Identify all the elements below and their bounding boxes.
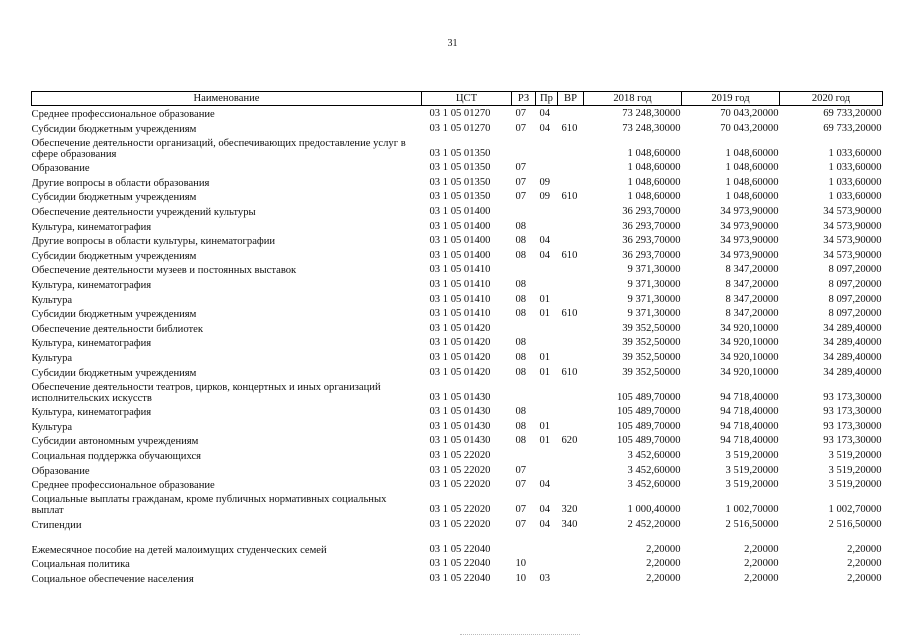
cell-2019: 34 973,90000 xyxy=(720,235,779,247)
cell-2018: 2,20000 xyxy=(646,558,681,570)
cell-pr: 04 xyxy=(539,249,551,261)
table-row xyxy=(32,306,883,321)
cell-vr xyxy=(558,135,584,160)
cell-2018: 2 452,20000 xyxy=(627,518,681,530)
cell-vr xyxy=(558,320,584,335)
cell-cst: 03 1 05 22020 xyxy=(429,504,491,516)
cell-cst: 03 1 05 01400 xyxy=(429,249,491,261)
table-header-row xyxy=(32,92,883,106)
table-row xyxy=(32,364,883,379)
cell-cst: 03 1 05 01420 xyxy=(429,322,491,334)
table-row xyxy=(32,516,883,531)
cell-vr xyxy=(558,218,584,233)
cell-pr xyxy=(536,379,558,404)
cell-2019: 34 920,10000 xyxy=(720,366,779,378)
table-row xyxy=(32,106,883,121)
cell-pr xyxy=(536,335,558,350)
header-cst: ЦСТ xyxy=(422,92,512,106)
cell-rz xyxy=(512,262,536,277)
cell-name: Социальная политика xyxy=(31,559,130,571)
cell-2019: 1 048,60000 xyxy=(725,191,779,203)
cell-pr: 04 xyxy=(539,235,551,247)
cell-2019: 34 920,10000 xyxy=(720,322,779,334)
table-row xyxy=(32,120,883,135)
cell-rz: 08 xyxy=(515,235,527,247)
cell-2020: 8 097,20000 xyxy=(828,308,882,320)
cell-2019: 8 347,20000 xyxy=(725,264,779,276)
table-row xyxy=(32,556,883,571)
cell-name: Культура xyxy=(31,353,73,364)
cell-2018: 73 248,30000 xyxy=(622,122,681,134)
header-rz: РЗ xyxy=(512,92,536,106)
cell-name: Субсидии автономным учреждениям xyxy=(31,436,199,448)
cell-rz: 10 xyxy=(515,558,527,570)
cell-rz: 08 xyxy=(515,366,527,378)
cell-2020: 8 097,20000 xyxy=(828,279,882,291)
cell-2019: 2,20000 xyxy=(744,543,779,555)
cell-2018: 9 371,30000 xyxy=(627,264,681,276)
cell-2019: 3 519,20000 xyxy=(725,449,779,461)
cell-name: Обеспечение деятельности музеев и постоянных выставок xyxy=(31,265,297,277)
cell-pr: 01 xyxy=(539,366,551,378)
cell-cst: 03 1 05 01410 xyxy=(429,293,491,305)
cell-2019: 8 347,20000 xyxy=(725,293,779,305)
cell-2018: 36 293,70000 xyxy=(622,249,681,261)
cell-2020: 1 033,60000 xyxy=(828,147,882,159)
cell-name: Социальные выплаты гражданам, кроме публичных нормативных социальных выплат xyxy=(31,494,387,517)
cell-cst: 03 1 05 22020 xyxy=(429,518,491,530)
cell-pr: 01 xyxy=(539,435,551,447)
cell-vr xyxy=(558,556,584,571)
cell-vr xyxy=(558,418,584,433)
cell-2020: 8 097,20000 xyxy=(828,264,882,276)
cell-2018: 39 352,50000 xyxy=(622,322,681,334)
cell-rz: 07 xyxy=(515,108,527,120)
cell-2020: 34 573,90000 xyxy=(823,220,882,232)
cell-rz: 10 xyxy=(515,572,527,584)
cell-rz: 08 xyxy=(515,406,527,418)
cell-pr: 04 xyxy=(539,108,551,120)
cell-2018: 105 489,70000 xyxy=(616,420,681,432)
cell-vr xyxy=(558,379,584,404)
cell-rz: 08 xyxy=(515,337,527,349)
cell-rz: 07 xyxy=(515,191,527,203)
cell-vr: 610 xyxy=(561,122,578,134)
cell-vr xyxy=(558,335,584,350)
cell-vr: 610 xyxy=(561,308,578,320)
table-row xyxy=(32,404,883,419)
cell-2020: 93 173,30000 xyxy=(823,391,882,403)
table-row xyxy=(32,160,883,175)
cell-name: Культура xyxy=(31,421,73,433)
cell-2018: 3 452,60000 xyxy=(627,479,681,491)
cell-pr: 09 xyxy=(539,191,551,203)
cell-pr xyxy=(536,160,558,175)
header-name: Наименование xyxy=(32,92,422,106)
cell-name: Образование xyxy=(31,163,90,175)
cell-vr xyxy=(558,349,584,364)
cell-2018: 39 352,50000 xyxy=(622,352,681,363)
scan-artifact xyxy=(460,634,580,636)
cell-2018: 3 452,60000 xyxy=(627,449,681,461)
cell-cst: 03 1 05 22020 xyxy=(429,449,491,461)
cell-2019: 2 516,50000 xyxy=(725,518,779,530)
cell-pr: 04 xyxy=(539,504,551,516)
cell-2019: 94 718,40000 xyxy=(720,406,779,418)
cell-2019: 34 973,90000 xyxy=(720,249,779,261)
table-row xyxy=(32,531,883,556)
cell-2019: 3 519,20000 xyxy=(725,464,779,476)
cell-2020: 34 573,90000 xyxy=(823,249,882,261)
cell-cst: 03 1 05 01410 xyxy=(429,264,491,276)
cell-rz xyxy=(512,203,536,218)
cell-pr xyxy=(536,556,558,571)
cell-2020: 93 173,30000 xyxy=(823,420,882,432)
cell-rz xyxy=(512,379,536,404)
cell-cst: 03 1 05 01420 xyxy=(429,337,491,349)
cell-vr xyxy=(558,462,584,477)
cell-2018: 2,20000 xyxy=(646,543,681,555)
cell-cst: 03 1 05 01410 xyxy=(429,308,491,320)
cell-2018: 39 352,50000 xyxy=(622,337,681,349)
cell-rz: 08 xyxy=(515,293,527,305)
cell-2019: 1 002,70000 xyxy=(725,504,779,516)
cell-vr xyxy=(558,106,584,121)
cell-2018: 1 048,60000 xyxy=(627,176,681,188)
cell-vr xyxy=(558,174,584,189)
cell-cst: 03 1 05 22040 xyxy=(429,572,491,584)
cell-name: Другие вопросы в области образования xyxy=(31,177,210,189)
cell-2020: 34 289,40000 xyxy=(823,337,882,349)
table-row xyxy=(32,291,883,306)
cell-cst: 03 1 05 01400 xyxy=(429,220,491,232)
cell-pr: 09 xyxy=(539,176,551,188)
cell-rz: 07 xyxy=(515,479,527,491)
cell-cst: 03 1 05 22040 xyxy=(429,543,491,555)
cell-name: Социальная поддержка обучающихся xyxy=(31,450,202,462)
cell-vr: 610 xyxy=(561,191,578,203)
cell-rz: 08 xyxy=(515,435,527,447)
cell-2018: 1 048,60000 xyxy=(627,162,681,174)
cell-cst: 03 1 05 01430 xyxy=(429,406,491,418)
cell-pr xyxy=(536,404,558,419)
table-row xyxy=(32,320,883,335)
table-row xyxy=(32,262,883,277)
cell-cst: 03 1 05 01350 xyxy=(429,191,491,203)
cell-2018: 3 452,60000 xyxy=(627,464,681,476)
budget-table xyxy=(31,91,883,585)
cell-vr xyxy=(558,477,584,492)
cell-vr xyxy=(558,447,584,462)
cell-rz: 07 xyxy=(515,504,527,516)
cell-rz: 07 xyxy=(515,122,527,134)
cell-2019: 94 718,40000 xyxy=(720,435,779,447)
cell-pr xyxy=(536,447,558,462)
cell-rz: 08 xyxy=(515,220,527,232)
cell-2020: 2,20000 xyxy=(847,572,882,584)
header-2019: 2019 год xyxy=(682,92,780,106)
cell-2020: 1 033,60000 xyxy=(828,191,882,203)
cell-pr: 04 xyxy=(539,479,551,491)
cell-vr: 340 xyxy=(561,518,578,530)
table-row xyxy=(32,379,883,404)
cell-2018: 1 048,60000 xyxy=(627,147,681,159)
cell-2018: 1 048,60000 xyxy=(627,191,681,203)
table-row xyxy=(32,477,883,492)
cell-vr xyxy=(558,531,584,556)
cell-rz: 08 xyxy=(515,308,527,320)
cell-cst: 03 1 05 22020 xyxy=(429,479,491,491)
cell-2020: 3 519,20000 xyxy=(828,449,882,461)
table-row xyxy=(32,349,883,364)
cell-2018: 36 293,70000 xyxy=(622,220,681,232)
cell-cst: 03 1 05 01420 xyxy=(429,366,491,378)
cell-2020: 1 033,60000 xyxy=(828,162,882,174)
cell-2018: 73 248,30000 xyxy=(622,108,681,120)
cell-vr xyxy=(558,233,584,248)
table-row xyxy=(32,203,883,218)
cell-vr xyxy=(558,570,584,585)
table-row xyxy=(32,491,883,516)
cell-vr xyxy=(558,160,584,175)
cell-pr: 04 xyxy=(539,518,551,530)
cell-2019: 34 920,10000 xyxy=(720,337,779,349)
cell-2019: 70 043,20000 xyxy=(720,122,779,134)
table-row xyxy=(32,189,883,204)
cell-2018: 9 371,30000 xyxy=(627,279,681,291)
cell-name: Субсидии бюджетным учреждениям xyxy=(31,192,197,204)
cell-name: Субсидии бюджетным учреждениям xyxy=(31,367,197,379)
cell-2020: 93 173,30000 xyxy=(823,435,882,447)
table-body xyxy=(32,106,883,585)
cell-name: Субсидии бюджетным учреждениям xyxy=(31,309,197,321)
cell-vr: 620 xyxy=(561,435,578,447)
header-pr: Пр xyxy=(536,92,558,106)
table-row xyxy=(32,335,883,350)
cell-name: Культура, кинематография xyxy=(31,338,152,350)
cell-2020: 69 733,20000 xyxy=(823,108,882,120)
cell-cst: 03 1 05 01420 xyxy=(429,352,491,363)
cell-pr xyxy=(536,262,558,277)
cell-2020: 1 002,70000 xyxy=(828,504,882,516)
table-row xyxy=(32,218,883,233)
page-number: 31 xyxy=(447,38,458,49)
cell-2019: 94 718,40000 xyxy=(720,391,779,403)
cell-2020: 1 033,60000 xyxy=(828,176,882,188)
cell-name: Культура, кинематография xyxy=(31,221,152,233)
table-row xyxy=(32,247,883,262)
cell-2018: 105 489,70000 xyxy=(616,435,681,447)
cell-name: Обеспечение деятельности театров, цирков, концертных и иных организаций исполнительских искусств xyxy=(31,381,381,404)
cell-2019: 34 920,10000 xyxy=(720,352,779,363)
cell-vr xyxy=(558,203,584,218)
cell-cst: 03 1 05 01430 xyxy=(429,420,491,432)
cell-name: Субсидии бюджетным учреждениям xyxy=(31,250,197,262)
cell-2020: 2,20000 xyxy=(847,558,882,570)
table-row xyxy=(32,462,883,477)
cell-2020: 8 097,20000 xyxy=(828,293,882,305)
cell-pr xyxy=(536,276,558,291)
cell-pr xyxy=(536,320,558,335)
cell-name: Другие вопросы в области культуры, кинематографии xyxy=(31,236,276,248)
cell-2019: 70 043,20000 xyxy=(720,108,779,120)
cell-cst: 03 1 05 01430 xyxy=(429,435,491,447)
cell-rz xyxy=(512,447,536,462)
cell-pr xyxy=(536,462,558,477)
cell-2020: 2 516,50000 xyxy=(828,518,882,530)
header-2020: 2020 год xyxy=(780,92,883,106)
cell-vr: 320 xyxy=(561,504,578,516)
table-row xyxy=(32,233,883,248)
cell-name: Обеспечение деятельности библиотек xyxy=(31,323,203,335)
header-2018: 2018 год xyxy=(584,92,682,106)
cell-rz: 07 xyxy=(515,464,527,476)
cell-pr: 01 xyxy=(539,352,551,363)
cell-cst: 03 1 05 01400 xyxy=(429,235,491,247)
cell-rz xyxy=(512,320,536,335)
cell-2018: 2,20000 xyxy=(646,572,681,584)
cell-2020: 69 733,20000 xyxy=(823,122,882,134)
cell-2020: 2,20000 xyxy=(847,543,882,555)
cell-2019: 3 519,20000 xyxy=(725,479,779,491)
cell-vr: 610 xyxy=(561,366,578,378)
cell-name: Культура xyxy=(31,294,73,306)
table-row xyxy=(32,276,883,291)
cell-name: Обеспечение деятельности учреждений культуры xyxy=(31,207,256,219)
cell-2018: 1 000,40000 xyxy=(627,504,681,516)
cell-cst: 03 1 05 01400 xyxy=(429,206,491,218)
cell-2019: 1 048,60000 xyxy=(725,176,779,188)
cell-pr: 03 xyxy=(539,572,551,584)
cell-2019: 34 973,90000 xyxy=(720,206,779,218)
cell-cst: 03 1 05 01350 xyxy=(429,162,491,174)
cell-2019: 2,20000 xyxy=(744,572,779,584)
cell-2018: 36 293,70000 xyxy=(622,206,681,218)
cell-cst: 03 1 05 22020 xyxy=(429,464,491,476)
header-vr: ВР xyxy=(558,92,584,106)
cell-rz: 08 xyxy=(515,352,527,363)
cell-2020: 34 289,40000 xyxy=(823,352,882,363)
cell-2018: 105 489,70000 xyxy=(616,391,681,403)
cell-name: Ежемесячное пособие на детей малоимущих студенческих семей xyxy=(31,544,327,556)
table-row xyxy=(32,570,883,585)
cell-2018: 9 371,30000 xyxy=(627,293,681,305)
cell-vr xyxy=(558,262,584,277)
cell-cst: 03 1 05 01350 xyxy=(429,147,491,159)
cell-2019: 8 347,20000 xyxy=(725,279,779,291)
cell-pr xyxy=(536,135,558,160)
cell-pr xyxy=(536,218,558,233)
cell-2018: 9 371,30000 xyxy=(627,308,681,320)
cell-name: Среднее профессиональное образование xyxy=(31,480,215,492)
cell-2018: 105 489,70000 xyxy=(616,406,681,418)
cell-2020: 3 519,20000 xyxy=(828,479,882,491)
cell-name: Стипендии xyxy=(31,519,82,531)
cell-vr xyxy=(558,291,584,306)
cell-2019: 2,20000 xyxy=(744,558,779,570)
cell-cst: 03 1 05 01430 xyxy=(429,391,491,403)
cell-2019: 1 048,60000 xyxy=(725,162,779,174)
cell-pr: 01 xyxy=(539,293,551,305)
cell-rz xyxy=(512,531,536,556)
cell-2020: 34 289,40000 xyxy=(823,322,882,334)
cell-vr xyxy=(558,276,584,291)
cell-name: Среднее профессиональное образование xyxy=(31,109,215,121)
cell-rz xyxy=(512,135,536,160)
cell-rz: 07 xyxy=(515,518,527,530)
cell-name: Обеспечение деятельности организаций, обеспечивающих предоставление услуг в сфере образования xyxy=(31,137,406,160)
cell-name: Субсидии бюджетным учреждениям xyxy=(31,123,197,135)
cell-2020: 3 519,20000 xyxy=(828,464,882,476)
cell-cst: 03 1 05 01350 xyxy=(429,176,491,188)
cell-cst: 03 1 05 22040 xyxy=(429,558,491,570)
cell-2019: 1 048,60000 xyxy=(725,147,779,159)
cell-pr xyxy=(536,531,558,556)
cell-2020: 93 173,30000 xyxy=(823,406,882,418)
cell-2020: 34 573,90000 xyxy=(823,206,882,218)
cell-cst: 03 1 05 01410 xyxy=(429,279,491,291)
cell-vr xyxy=(558,404,584,419)
cell-rz: 08 xyxy=(515,420,527,432)
cell-rz: 08 xyxy=(515,249,527,261)
cell-2018: 39 352,50000 xyxy=(622,366,681,378)
cell-2018: 36 293,70000 xyxy=(622,235,681,247)
cell-vr: 610 xyxy=(561,249,578,261)
cell-name: Культура, кинематография xyxy=(31,407,152,419)
cell-cst: 03 1 05 01270 xyxy=(429,108,491,120)
table-row xyxy=(32,418,883,433)
table-row xyxy=(32,174,883,189)
cell-2019: 8 347,20000 xyxy=(725,308,779,320)
table-row xyxy=(32,447,883,462)
cell-rz: 07 xyxy=(515,176,527,188)
cell-2020: 34 573,90000 xyxy=(823,235,882,247)
cell-2019: 94 718,40000 xyxy=(720,420,779,432)
cell-pr: 04 xyxy=(539,122,551,134)
cell-pr: 01 xyxy=(539,420,551,432)
cell-rz: 07 xyxy=(515,162,527,174)
cell-pr xyxy=(536,203,558,218)
cell-name: Социальное обеспечение населения xyxy=(31,573,194,585)
cell-cst: 03 1 05 01270 xyxy=(429,122,491,134)
cell-pr: 01 xyxy=(539,308,551,320)
cell-name: Культура, кинематография xyxy=(31,280,152,292)
table-row xyxy=(32,135,883,160)
cell-2020: 34 289,40000 xyxy=(823,366,882,378)
cell-rz: 08 xyxy=(515,279,527,291)
cell-2019: 34 973,90000 xyxy=(720,220,779,232)
cell-name: Образование xyxy=(31,465,90,477)
table-row xyxy=(32,433,883,448)
